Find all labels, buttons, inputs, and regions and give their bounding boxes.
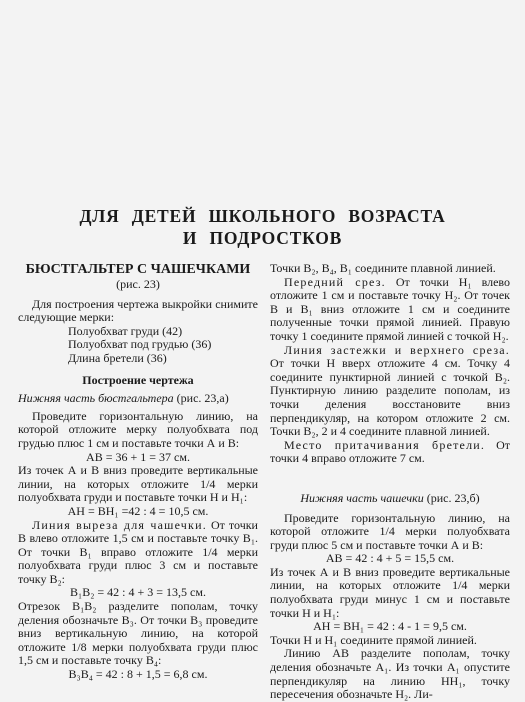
part-title-text: Нижняя часть чашечки [300,490,424,505]
paragraph: Точки В₂, В₄, В₁ соедините плавной линией. [270,261,496,275]
formula: AB = 42 : 4 + 5 = 15,5 см. [325,551,455,566]
paragraph: Линию АВ разделите пополам, точку деления обозначьте А₁. Из точки А₁ опустите перпендикуляр на линию НН₁, точку пересечения обозначьте Н₂. Ли- [270,646,510,702]
paragraph-body: От точки Н₁ влево отложите 1 см и поставьте точку Н₂. От точек В и В₁ вниз отложите 1 см и соедините полученные точки прямой линией. Правую точку 1 соедините прямой линией с точкой Н₂. [270,274,511,343]
paragraph-lead: Передний срез. [284,274,386,289]
paragraph: Проведите горизонтальную линию, на которой отложите 1/4 мерки полуобхвата груди плюс 5 см и поставьте точки А и В: [270,510,510,552]
measure-item: Длина бретели (36) [68,350,167,365]
section-title-line-2: И ПОДРОСТКОВ [182,228,343,248]
formula: AB = 36 + 1 = 37 см. [86,449,190,464]
figure-reference: (рис. 23) [116,277,160,291]
article-heading: БЮСТГАЛЬТЕР С ЧАШЕЧКАМИ [25,262,251,277]
paragraph-body: От точки 4 вправо отложите 7 см. [270,437,510,466]
paragraph-lead: Линия застежки и верхнего среза. [284,342,510,357]
paragraph [270,344,510,439]
formula: В₃В₄ = 42 : 8 + 1,5 = 6,8 см. [68,667,208,682]
measure-item: Полуобхват груди (42) [68,323,183,338]
right-column [270,262,510,702]
formula: В₁В₂ = 42 : 4 + 3 = 13,5 см. [70,585,206,600]
paragraph: Проведите горизонтальную линию, на которой отложите мерку полуобхвата под грудью плюс 1 см и поставьте точки А и В: [18,408,258,450]
paragraph [18,519,258,587]
formula: АН = ВН₁ =42 : 4 = 10,5 см. [67,503,209,518]
section-title-line-1: ДЛЯ ДЕТЕЙ ШКОЛЬНОГО ВОЗРАСТА [79,206,446,226]
measure-item: Полуобхват под грудью (36) [68,337,212,352]
left-column [18,262,258,682]
paragraph-body: От точки Н вверх отложите 4 см. Точку 4 соедините пунктирной линией с точкой В₂. Пунктирную линию разделите пополам, из точки деления восстановите вниз перпендикуляр, на котором отложите 2 см. Точки В₂, 2 и 4 соедините плавной линией. [270,356,510,439]
paragraph: Точки Н и Н₁ соедините прямой линией. [270,632,477,647]
part-title-figure: (рис. 23,б) [423,490,480,505]
section-title [0,205,525,249]
paragraph-lead: Линия выреза для чашечки. [32,517,207,532]
part-title [18,392,258,406]
paragraph: Отрезок В₁В₂ разделите пополам, точку деления обозначьте В₃. От точки В₃ проведите вниз вертикальную линию, на которой отложите 1/8 мерки полуобхвата груди плюс 1,5 см и поставьте точку В₄: [18,599,258,668]
intro-paragraph: Для построения чертежа выкройки снимите следующие мерки: [18,296,258,325]
paragraph: Из точек А и В вниз проведите вертикальные линии, на которых отложите 1/4 мерки полуобхвата груди минус 1 см и поставьте точки Н и Н₁: [270,564,510,620]
paragraph [270,439,510,466]
part-title-text: Нижняя часть бюстгальтера [18,391,174,406]
paragraph: Из точек А и В вниз проведите вертикальные линии, на которых отложите 1/4 мерки полуобхвата груди и поставьте точки Н и Н₁: [18,463,258,505]
part-title-figure: (рис. 23,а) [173,391,229,406]
paragraph-body: От точки В влево отложите 1,5 см и поставьте точку В₁. От точки В₁ вправо отложите 1/4 мерки полуобхвата груди плюс 3 см и поставьте точку В₂: [18,517,258,586]
part-title [270,492,510,506]
paragraph-lead: Место притачивания бретели. [284,437,486,452]
formula: АН = ВН₁ = 42 : 4 - 1 = 9,5 см. [313,619,467,634]
paragraph [270,276,510,344]
subheading: Построение чертежа [82,372,194,387]
